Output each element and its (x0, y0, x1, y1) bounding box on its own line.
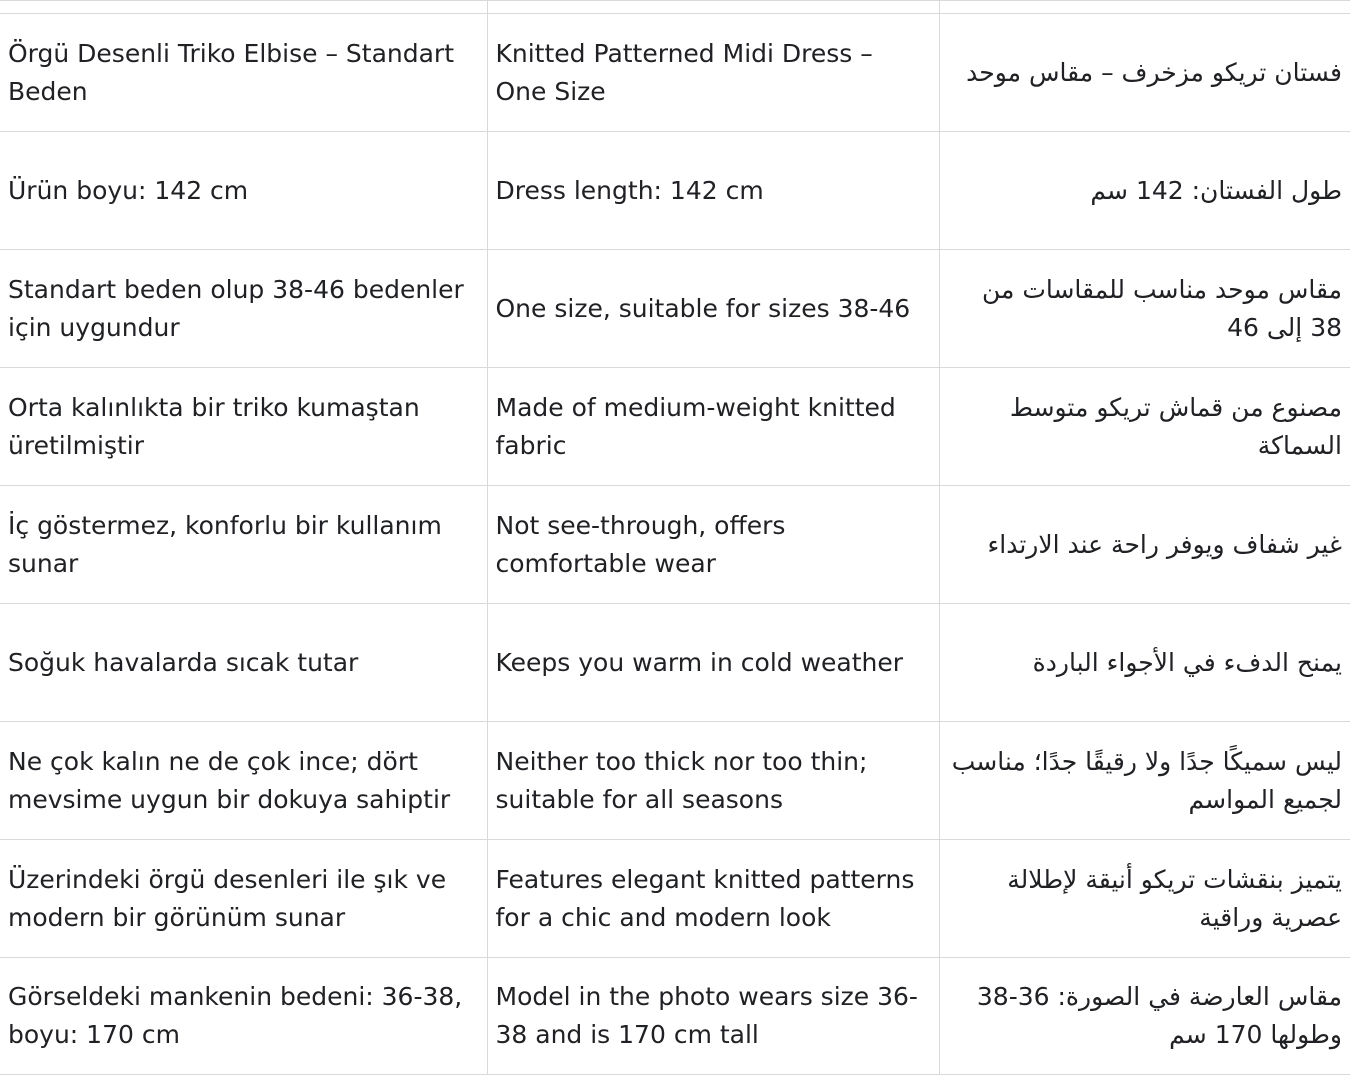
cell-english[interactable]: Not see-through, offers comfortable wear (487, 486, 939, 604)
cell-arabic[interactable]: مقاس موحد مناسب للمقاسات من 38 إلى 46 (939, 250, 1350, 368)
cell-arabic[interactable]: مصنوع من قماش تريكو متوسط السماكة (939, 368, 1350, 486)
cell-english[interactable]: Features elegant knitted patterns for a chic and modern look (487, 840, 939, 958)
cell-arabic[interactable]: يتميز بنقشات تريكو أنيقة لإطلالة عصرية وراقية (939, 840, 1350, 958)
table-row (0, 14, 1350, 132)
table-row (0, 486, 1350, 604)
cell-english[interactable]: One size, suitable for sizes 38-46 (487, 250, 939, 368)
table-row (0, 368, 1350, 486)
table-row-partial-top (0, 1, 1350, 14)
table-row (0, 250, 1350, 368)
cell-turkish[interactable]: Ne çok kalın ne de çok ince; dört mevsime uygun bir dokuya sahiptir (0, 722, 487, 840)
cell-english[interactable]: Knitted Patterned Midi Dress – One Size (487, 14, 939, 132)
cell-arabic[interactable]: ليس سميكًا جدًا ولا رقيقًا جدًا؛ مناسب لجميع المواسم (939, 722, 1350, 840)
table-row (0, 604, 1350, 722)
table-row (0, 840, 1350, 958)
cell-english[interactable]: Model in the photo wears size 36-38 and is 170 cm tall (487, 958, 939, 1075)
cell-turkish[interactable]: Soğuk havalarda sıcak tutar (0, 604, 487, 722)
table-cell[interactable] (939, 1, 1350, 14)
cell-turkish[interactable]: İç göstermez, konforlu bir kullanım sunar (0, 486, 487, 604)
cell-english[interactable]: Neither too thick nor too thin; suitable for all seasons (487, 722, 939, 840)
cell-arabic[interactable]: غير شفاف ويوفر راحة عند الارتداء (939, 486, 1350, 604)
cell-arabic[interactable]: فستان تريكو مزخرف – مقاس موحد (939, 14, 1350, 132)
cell-turkish[interactable]: Örgü Desenli Triko Elbise – Standart Beden (0, 14, 487, 132)
cell-arabic[interactable]: طول الفستان: 142 سم (939, 132, 1350, 250)
cell-turkish[interactable]: Ürün boyu: 142 cm (0, 132, 487, 250)
cell-english[interactable]: Made of medium-weight knitted fabric (487, 368, 939, 486)
cell-arabic[interactable]: مقاس العارضة في الصورة: 36-38 وطولها 170 سم (939, 958, 1350, 1075)
table-row (0, 722, 1350, 840)
cell-arabic[interactable]: يمنح الدفء في الأجواء الباردة (939, 604, 1350, 722)
table-row (0, 958, 1350, 1075)
cell-english[interactable]: Keeps you warm in cold weather (487, 604, 939, 722)
cell-turkish[interactable]: Görseldeki mankenin bedeni: 36-38, boyu: 170 cm (0, 958, 487, 1075)
cell-turkish[interactable]: Orta kalınlıkta bir triko kumaştan üretilmiştir (0, 368, 487, 486)
cell-turkish[interactable]: Üzerindeki örgü desenleri ile şık ve modern bir görünüm sunar (0, 840, 487, 958)
table-cell[interactable] (487, 1, 939, 14)
cell-turkish[interactable]: Standart beden olup 38-46 bedenler için uygundur (0, 250, 487, 368)
cell-english[interactable]: Dress length: 142 cm (487, 132, 939, 250)
table-row (0, 132, 1350, 250)
table-cell[interactable] (0, 1, 487, 14)
